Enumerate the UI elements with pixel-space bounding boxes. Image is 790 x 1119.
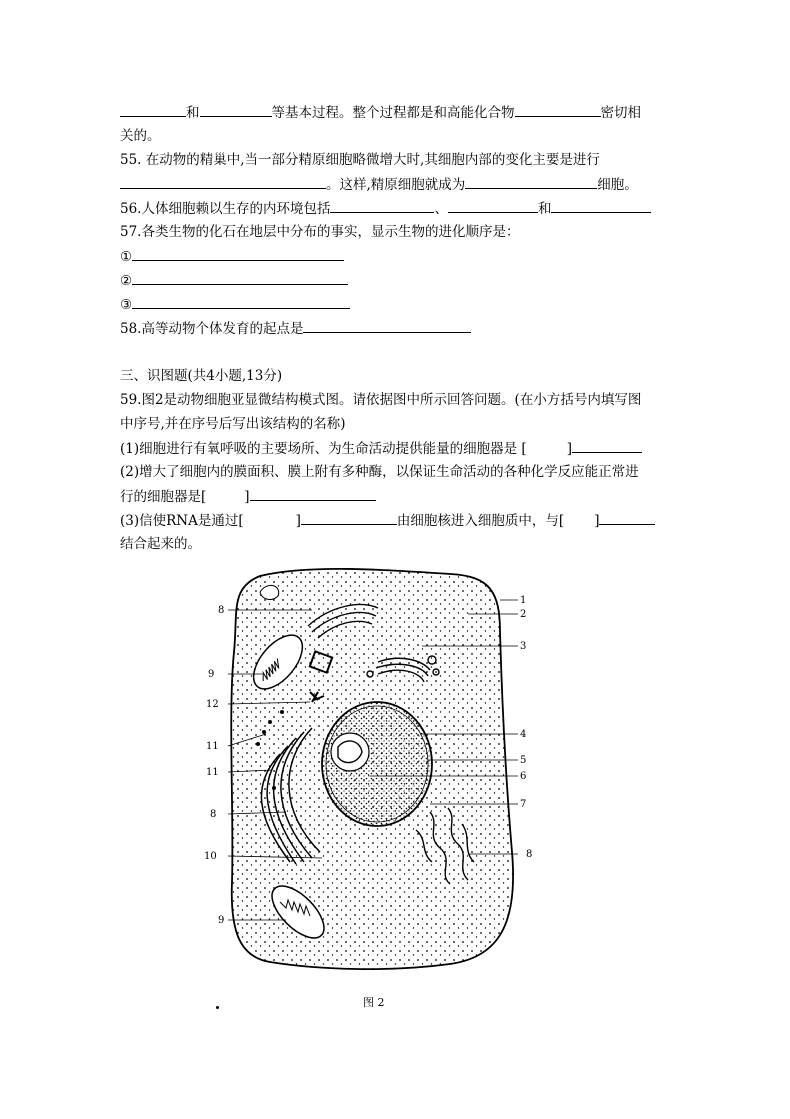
section-title: 三、识图题(共4小题,13分) xyxy=(120,368,283,384)
q55-line1: 55. 在动物的精巢中,当一部分精原细胞略微增大时,其细胞内部的变化主要是进行 xyxy=(120,152,600,168)
label-left: 10 xyxy=(204,851,217,862)
label-right: 6 xyxy=(520,771,527,782)
q59-sub3: (3)信使RNA是通过[ ] 由细胞核进入细胞质中，与[ ] xyxy=(120,510,655,531)
q59-sub2-line1: (2)增大了细胞内的膜面积、膜上附有多种酶，以保证生命活动的各种化学反应能正常进 xyxy=(120,464,639,480)
label-right: 7 xyxy=(520,799,527,810)
q59-sub2-line2: 行的细胞器是[ ] xyxy=(120,486,376,507)
answer-blank[interactable] xyxy=(132,294,350,309)
figure-labels-right xyxy=(520,595,532,860)
answer-blank[interactable] xyxy=(551,198,651,213)
answer-blank[interactable] xyxy=(120,174,326,189)
label-right: 1 xyxy=(520,595,527,606)
q59-sub1: (1)细胞进行有氧呼吸的主要场所、为生命活动提供能量的细胞器是 [ ] xyxy=(120,438,642,459)
answer-blank[interactable] xyxy=(515,102,601,117)
nucleolus xyxy=(331,733,369,771)
answer-blank[interactable] xyxy=(301,510,397,525)
bracket-blank[interactable] xyxy=(564,511,594,525)
q57-answer-3: ③ xyxy=(120,294,350,315)
answer-blank[interactable] xyxy=(599,510,655,525)
answer-blank[interactable] xyxy=(448,198,538,213)
label-right: 2 xyxy=(520,609,527,620)
bracket-blank[interactable] xyxy=(206,487,244,501)
cell-diagram xyxy=(200,562,540,982)
q54-line2: 关的。 xyxy=(120,128,161,144)
q59-sub3-line2: 结合起来的。 xyxy=(120,536,201,552)
bracket-blank[interactable] xyxy=(244,511,296,525)
answer-blank[interactable] xyxy=(200,102,272,117)
q56-line: 56.人体细胞赖以生存的内环境包括 、 和 xyxy=(120,198,651,219)
label-left: 8 xyxy=(218,605,225,616)
answer-blank[interactable] xyxy=(572,438,642,453)
q57-answer-2: ② xyxy=(120,270,348,291)
answer-blank[interactable] xyxy=(303,318,471,333)
label-right: 8 xyxy=(526,849,533,860)
label-left: 11 xyxy=(206,741,219,752)
label-right: 3 xyxy=(520,641,527,652)
q54-line1: 和 等基本过程。整个过程都是和高能化合物 密切相 xyxy=(120,102,641,123)
figure-caption: 图 2 xyxy=(363,996,385,1009)
label-left: 11 xyxy=(206,767,219,778)
answer-blank[interactable] xyxy=(250,486,376,501)
q57-answer-1: ① xyxy=(120,246,344,267)
q57-line: 57.各类生物的化石在地层中分布的事实，显示生物的进化顺序是： xyxy=(120,224,520,240)
q59-line1: 59.图2是动物细胞亚显微结构模式图。请依据图中所示回答问题。(在小方括号内填写图 xyxy=(120,392,642,408)
q55-line2: 。这样,精原细胞就成为 细胞。 xyxy=(120,174,638,195)
stray-dot xyxy=(216,1006,219,1009)
cell-diagram-svg xyxy=(200,562,540,982)
bracket-blank[interactable] xyxy=(527,439,567,453)
label-left: 8 xyxy=(210,809,217,820)
answer-blank[interactable] xyxy=(132,270,348,285)
answer-blank[interactable] xyxy=(120,102,186,117)
q58-line: 58.高等动物个体发育的起点是 xyxy=(120,318,471,339)
label-right: 4 xyxy=(520,729,527,740)
label-left: 12 xyxy=(206,699,219,710)
answer-blank[interactable] xyxy=(132,246,344,261)
label-left: 9 xyxy=(218,915,225,926)
answer-blank[interactable] xyxy=(330,198,434,213)
q59-line2: 中序号,并在序号后写出该结构的名称) xyxy=(120,416,346,432)
answer-blank[interactable] xyxy=(465,174,597,189)
label-left: 9 xyxy=(208,669,215,680)
label-right: 5 xyxy=(520,755,527,766)
figure-labels-left xyxy=(204,605,224,926)
